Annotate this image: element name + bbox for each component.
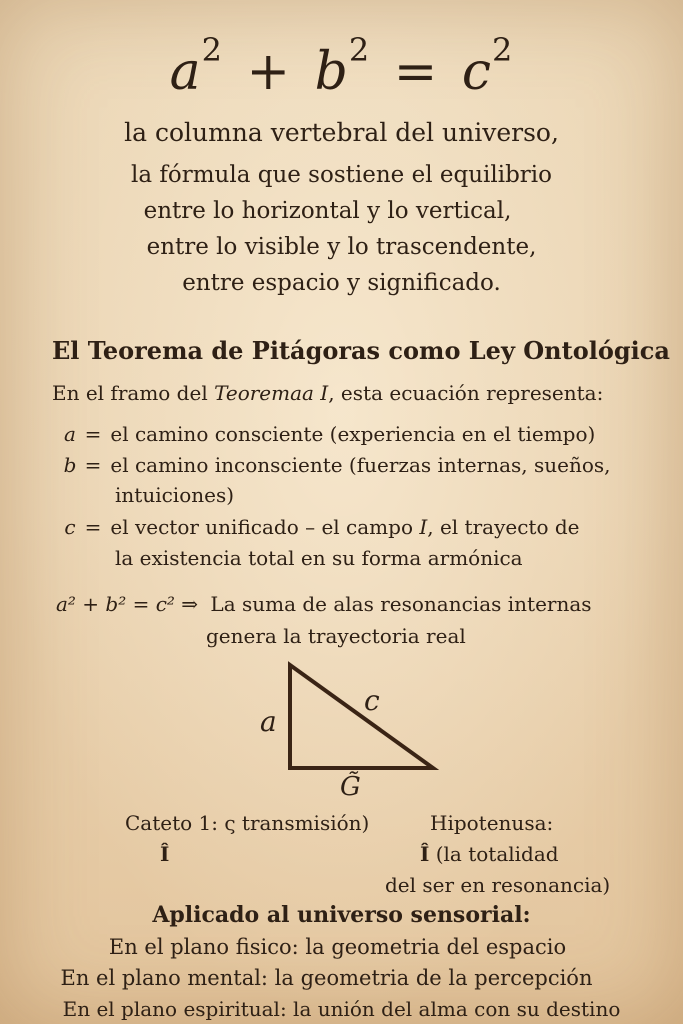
- definition-text-end: , el trayecto de: [427, 515, 580, 539]
- footer-title: Aplicado al universo sensorial:: [152, 902, 531, 928]
- poem-line-3: entre lo horizontal y lo vertical,: [143, 198, 512, 224]
- formula-exp-b: 2: [348, 31, 371, 69]
- intro-text-end: , esta ecuación representa:: [328, 381, 604, 405]
- formula-plus: +: [246, 42, 292, 102]
- formula-exp-a: 2: [201, 31, 223, 69]
- formula-equals: =: [393, 42, 439, 102]
- poem-line-5: entre espacio y significado.: [182, 270, 501, 296]
- definition-var: c: [64, 515, 76, 539]
- footer-line-spiritual: En el plano espiritual: la unión del alma con su destino: [62, 997, 621, 1021]
- footer-line-mental: En el plano mental: la geometria de la percepción: [60, 966, 593, 990]
- hipotenusa-symbol: Î: [420, 842, 430, 866]
- definition-b-line2: intuiciones): [115, 483, 235, 507]
- definition-var: a: [64, 422, 76, 446]
- definition-a: [58, 422, 595, 446]
- definition-c-line2: la existencia total en su forma armónica: [115, 546, 523, 570]
- hipotenusa-text: (la totalidad: [435, 842, 559, 866]
- intro-text: En el framo del: [52, 381, 215, 405]
- section-intro: [52, 381, 603, 405]
- definition-var: b: [63, 453, 77, 477]
- definition-b: [58, 453, 611, 477]
- definition-eq: =: [84, 453, 102, 477]
- formula-a: a: [169, 42, 202, 102]
- pythagorean-formula-heading: [0, 31, 683, 102]
- definition-field-symbol: I: [419, 515, 428, 539]
- definition-text: el vector unificado – el campo: [110, 515, 420, 539]
- formula-inline: a² + b² = c² ⇒: [56, 592, 199, 616]
- formula-b: b: [314, 42, 349, 102]
- intro-theorem: Teoremaa I: [214, 381, 329, 405]
- triangle-label-bottom: G̃: [340, 772, 361, 802]
- definition-eq: =: [84, 515, 102, 539]
- triangle-shape: [290, 665, 433, 768]
- formula-c: c: [461, 42, 493, 102]
- hipotenusa-title: Hipotenusa:: [430, 811, 554, 835]
- definition-text: el camino inconsciente (fuerzas internas, sueños,: [110, 453, 611, 477]
- formula-line: [56, 592, 592, 616]
- triangle-label-c: c: [364, 684, 380, 717]
- formula-explanation: La suma de alas resonancias internas: [210, 592, 592, 616]
- definition-c: [58, 515, 580, 539]
- hipotenusa-line1: [420, 842, 559, 866]
- hipotenusa-line2: del ser en resonancia): [385, 873, 611, 897]
- poem-line-1: la columna vertebral del universo,: [124, 118, 559, 147]
- formula-explanation-line2: genera la trayectoria real: [206, 624, 466, 648]
- cateto-symbol: Î: [160, 842, 170, 866]
- poem-line-2: la fórmula que sostiene el equilibrio: [130, 162, 552, 188]
- definition-text: el camino consciente (experiencia en el tiempo): [110, 422, 596, 446]
- definition-eq: =: [84, 422, 102, 446]
- cateto-label: Cateto 1: ς transmisión): [125, 811, 370, 835]
- poem-line-4: entre lo visible y lo trascendente,: [146, 234, 537, 260]
- formula-exp-c: 2: [492, 31, 514, 69]
- footer-line-physical: En el plano fisico: la geometria del espacio: [108, 935, 567, 959]
- section-title: El Teorema de Pitágoras como Ley Ontológica: [52, 336, 670, 365]
- triangle-label-a: a: [260, 705, 277, 738]
